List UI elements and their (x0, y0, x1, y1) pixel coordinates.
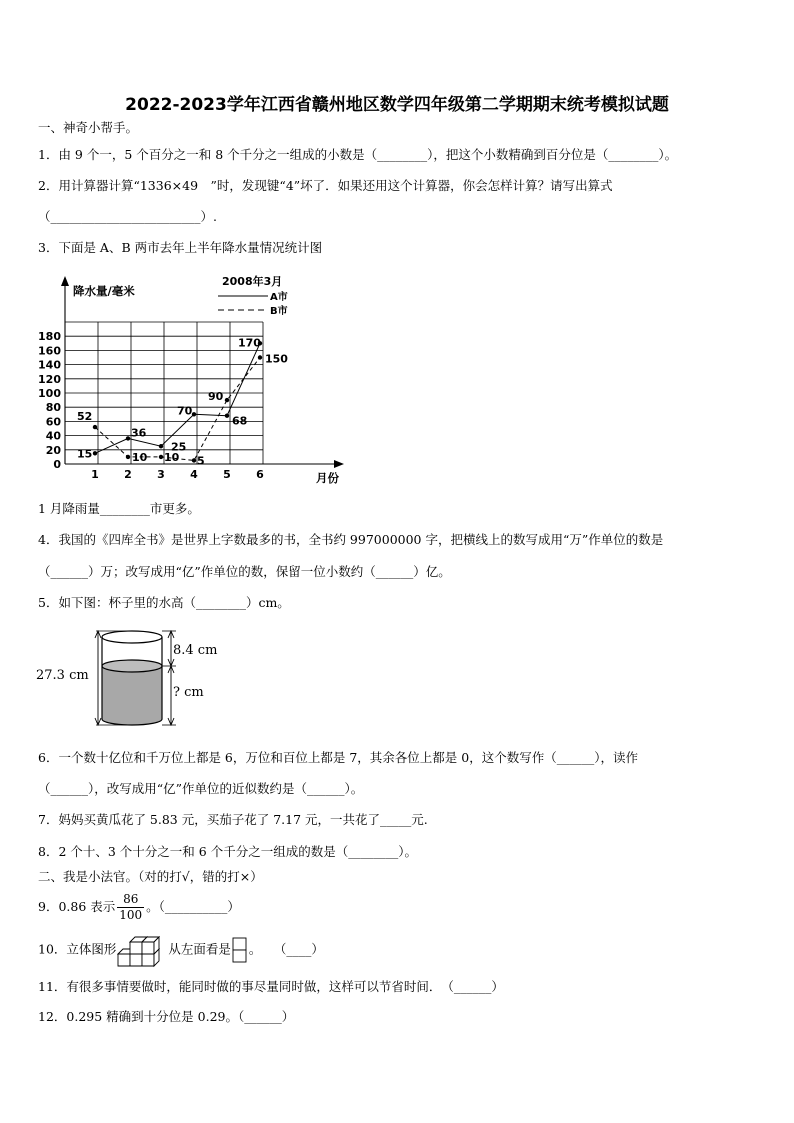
cup-air-height-label: 8.4 cm (173, 643, 218, 658)
chart-title: 2008年3月 (222, 275, 283, 288)
question-4-line-1: 4．我国的《四库全书》是世界上字数最多的书，全书约 997000000 字，把横线上的数写成用“万”作单位的数是 (38, 532, 664, 547)
chart-point-b (258, 355, 262, 359)
cup-figure (30, 624, 250, 734)
question-12: 12．0.295 精确到十分位是 0.29。（______） (38, 1009, 295, 1024)
chart-point-a (159, 444, 163, 448)
cup-water-height-label: ? cm (173, 685, 204, 700)
cup-rim (102, 631, 162, 643)
chart-y-tick-label: 40 (45, 429, 61, 443)
question-10-prefix: 10．立体图形 (38, 941, 117, 957)
chart-data-label-b: 5 (197, 454, 205, 468)
chart-data-label-a: 170 (238, 336, 261, 350)
chart-x-tick-label: 1 (91, 468, 99, 481)
question-4-line-2: （______）万；改写成用“亿”作单位的数，保留一位小数约（______）亿。 (38, 564, 451, 579)
question-10 (38, 932, 324, 968)
chart-series-a-line (95, 343, 260, 453)
chart-data-label-b: 52 (77, 410, 93, 424)
question-3-answer-line: 1 月降雨量________市更多。 (38, 501, 200, 516)
chart-legend-label-b: B市 (270, 306, 288, 317)
chart-data-label-b: 10 (132, 450, 148, 464)
chart-y-tick-label: 80 (45, 401, 61, 415)
chart-data-label-b: 90 (208, 390, 224, 404)
chart-point-b (192, 458, 196, 462)
chart-x-tick-label: 2 (124, 468, 132, 481)
question-2-line-2: （________________________）. (38, 209, 217, 224)
cup-water (102, 666, 162, 725)
question-7: 7．妈妈买黄瓜花了 5.83 元，买茄子花了 7.17 元，一共花了_____元. (38, 812, 428, 827)
chart-x-tick-label: 5 (223, 468, 231, 481)
rainfall-line-chart (30, 270, 360, 492)
page-title: 2022-2023学年江西省赣州地区数学四年级第二学期期末统考模拟试题 (125, 95, 669, 115)
fraction-numerator: 86 (117, 892, 144, 908)
chart-x-axis-title: 月份 (316, 471, 339, 485)
chart-point-a (192, 412, 196, 416)
chart-point-b (126, 455, 130, 459)
chart-point-a (93, 451, 97, 455)
question-9 (38, 890, 240, 924)
chart-point-a (126, 436, 130, 440)
chart-data-label-a: 25 (171, 440, 187, 454)
chart-data-label-a: 15 (77, 447, 93, 461)
question-10-suffix: 。 （____） (248, 941, 324, 957)
solid-figure-cubes-icon (116, 932, 168, 968)
question-9-prefix: 9．0.86 表示 (38, 899, 116, 914)
question-6-line-1: 6．一个数十亿位和千万位上都是 6，万位和百位上都是 7，其余各位上都是 0，这个数写作（______），读作 (38, 750, 638, 765)
chart-y-axis-arrow (61, 276, 69, 286)
chart-y-tick-label: 0 (53, 458, 61, 471)
left-view-squares-icon (231, 937, 249, 963)
question-2-line-1: 2．用计算器计算“1336×49 ”时，发现键“4”坏了．如果还用这个计算器，你会怎样计算？请写出算式 (38, 178, 613, 193)
section-1-heading: 一、神奇小帮手。 (38, 120, 139, 135)
chart-x-tick-label: 3 (157, 468, 165, 481)
chart-y-axis-title: 降水量/毫米 (73, 284, 135, 298)
chart-x-axis-arrow (334, 460, 344, 468)
chart-y-tick-label: 140 (38, 358, 61, 372)
chart-y-tick-label: 120 (38, 372, 61, 386)
chart-legend-label-a: A市 (270, 292, 288, 303)
chart-x-tick-label: 4 (190, 468, 198, 481)
cup-water-surface (102, 660, 162, 672)
cup-total-height-label: 27.3 cm (36, 668, 89, 683)
chart-x-tick-label: 6 (256, 468, 264, 481)
question-1: 1．由 9 个一，5 个百分之一和 8 个千分之一组成的小数是（________），把这个小数精确到百分位是（________）。 (38, 147, 678, 162)
chart-y-tick-label: 20 (45, 443, 61, 457)
question-8: 8．2 个十、3 个十分之一和 6 个千分之一组成的数是（________）。 (38, 844, 417, 859)
chart-y-tick-label: 60 (45, 415, 61, 429)
fraction-86-100 (117, 892, 144, 923)
question-11: 11．有很多事情要做时，能同时做的事尽量同时做，这样可以节省时间． （______） (38, 979, 504, 994)
chart-point-b (225, 398, 229, 402)
chart-y-tick-label: 160 (38, 344, 61, 358)
question-6-line-2: （______），改写成用“亿”作单位的近似数约是（______）。 (38, 781, 364, 796)
chart-data-label-b: 150 (265, 352, 288, 366)
question-5: 5．如下图：杯子里的水高（________）cm。 (38, 595, 290, 610)
chart-data-label-b: 10 (164, 450, 180, 464)
section-2-heading: 二、我是小法官。（对的打√，错的打×） (38, 869, 263, 884)
chart-data-label-a: 36 (131, 426, 147, 440)
chart-y-tick-label: 100 (38, 387, 61, 400)
chart-data-label-a: 68 (232, 414, 248, 428)
chart-point-b (93, 425, 97, 429)
question-10-middle: 从左面看是 (168, 941, 231, 957)
chart-point-b (159, 455, 163, 459)
chart-data-label-a: 70 (177, 404, 193, 418)
fraction-denominator: 100 (119, 908, 143, 922)
question-9-suffix: 。（__________） (146, 899, 240, 914)
chart-y-tick-label: 180 (38, 330, 61, 344)
chart-point-a (225, 414, 229, 418)
question-3: 3．下面是 A、B 两市去年上半年降水量情况统计图 (38, 240, 323, 255)
